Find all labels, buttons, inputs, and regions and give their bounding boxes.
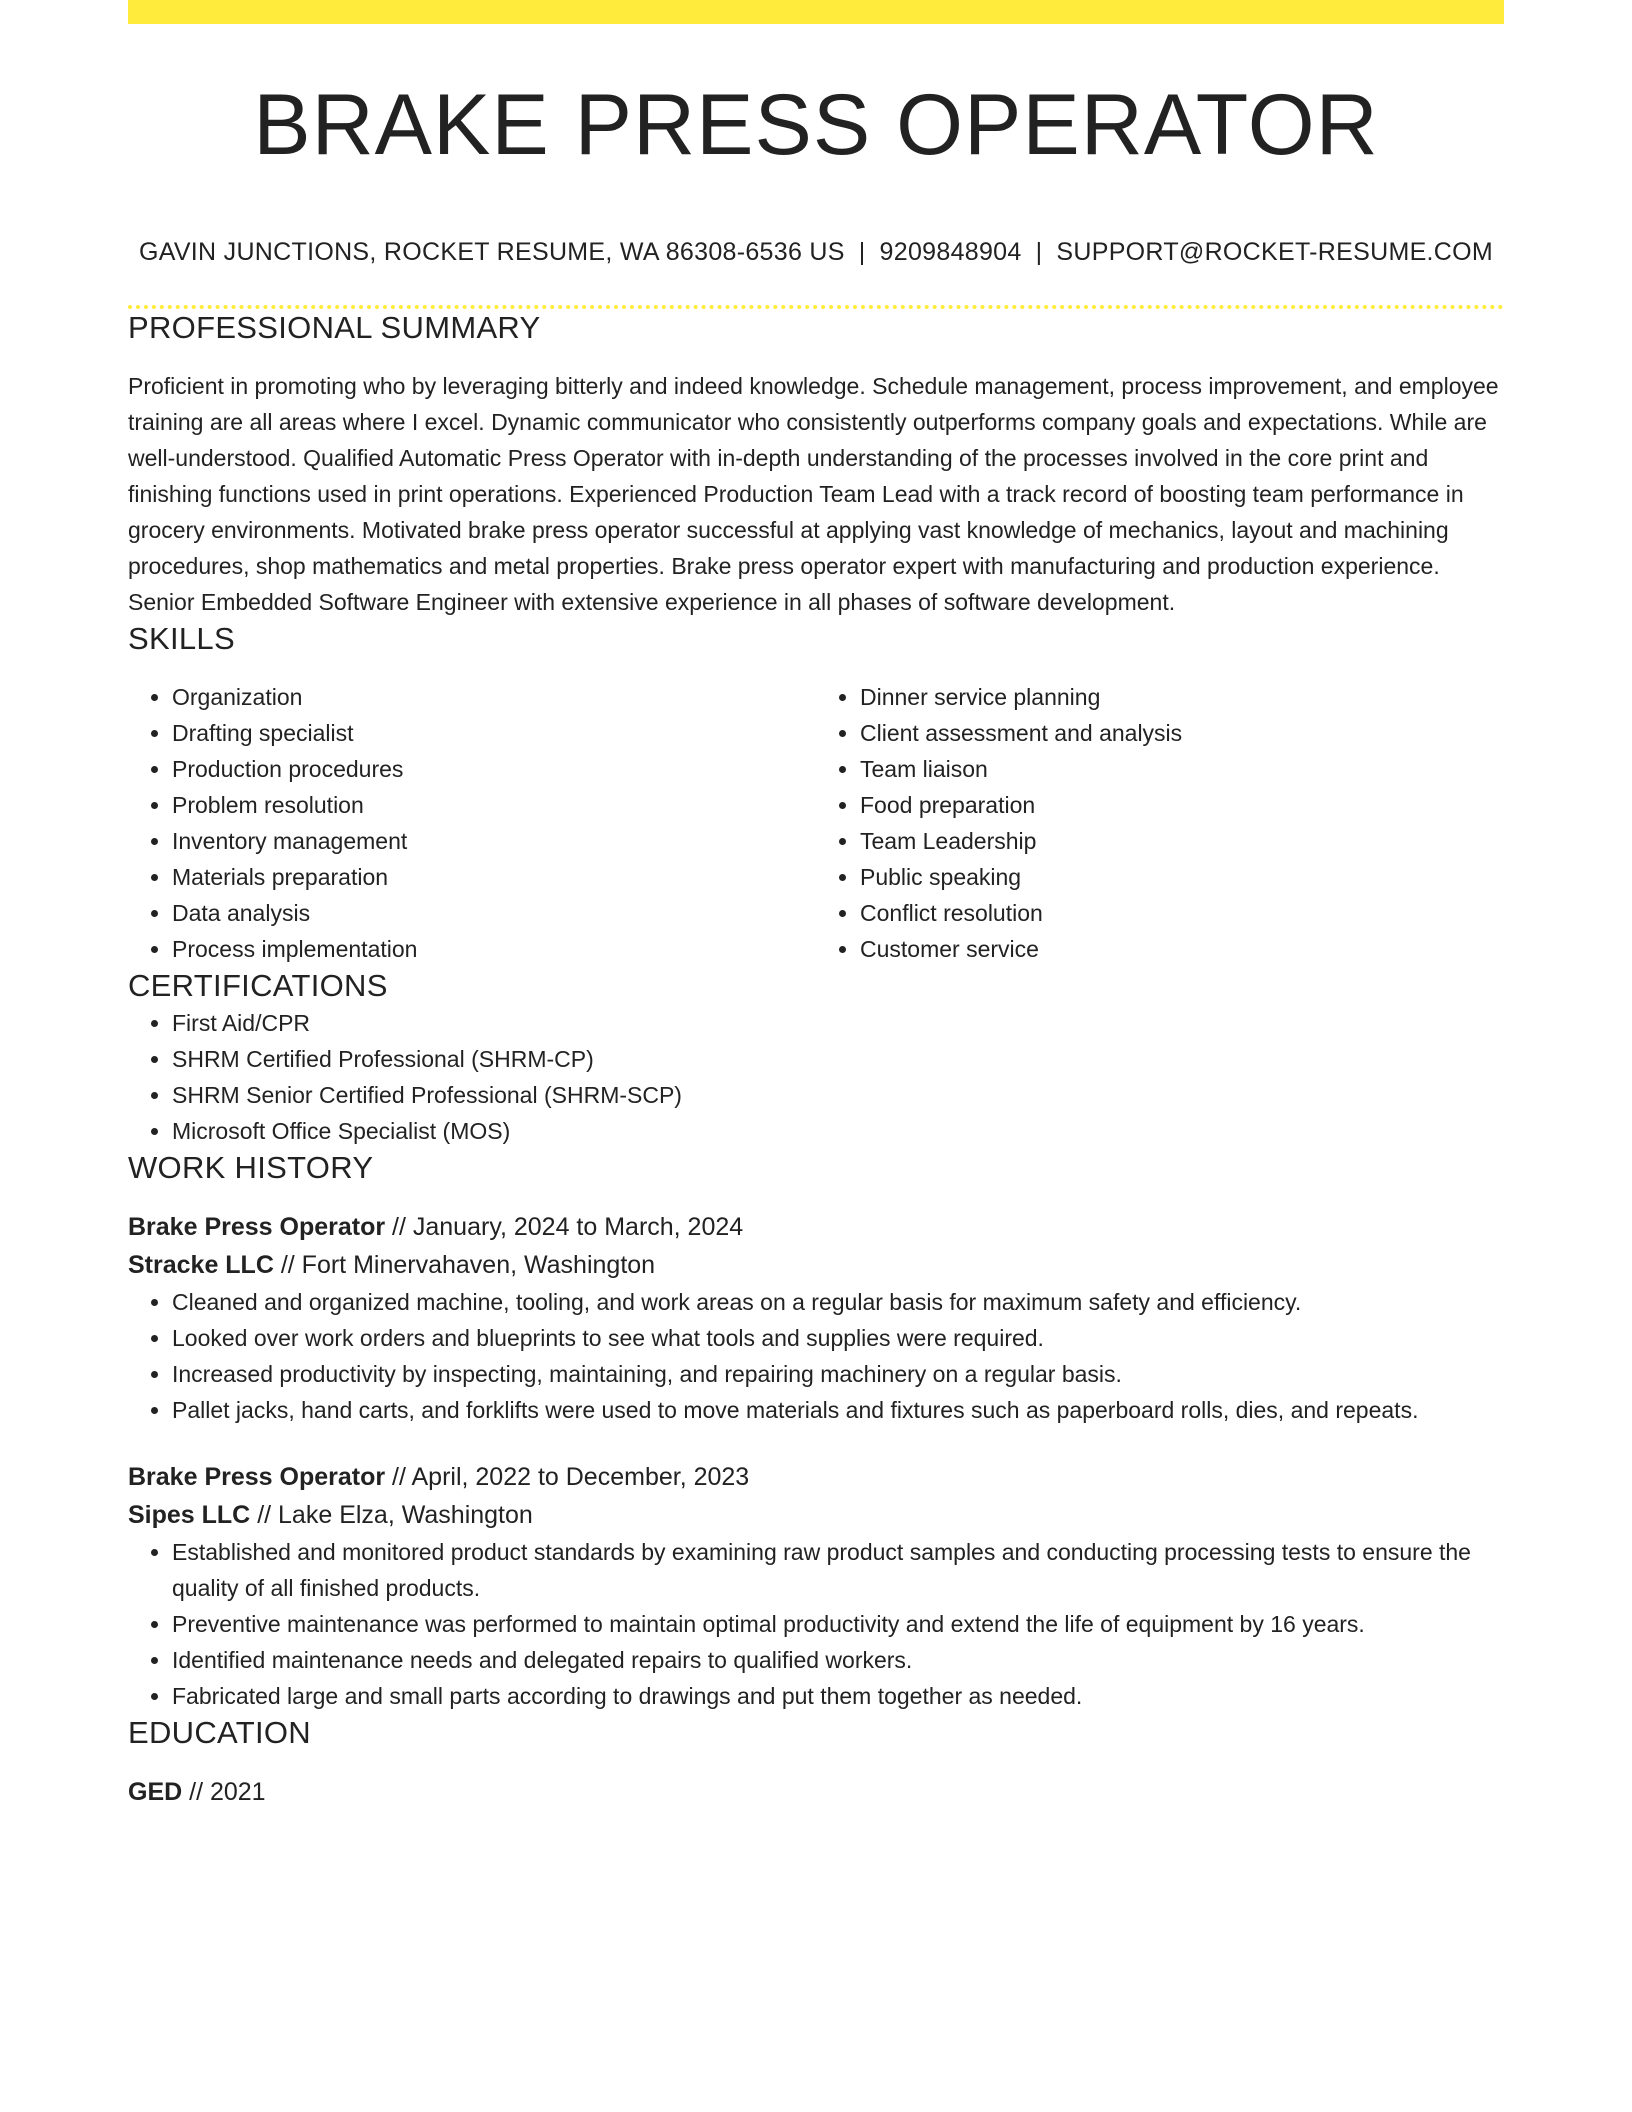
skill-item: • Customer service [860, 931, 1504, 967]
job-entry [128, 1208, 1504, 1428]
resume-page [128, 0, 1504, 1811]
job-title: Brake Press Operator [128, 1462, 386, 1491]
job-dates: // April, 2022 to December, 2023 [385, 1462, 750, 1491]
contact-address: GAVIN JUNCTIONS, ROCKET RESUME, WA 86308-6536 US [138, 238, 845, 266]
job-location: // Lake Elza, Washington [250, 1500, 533, 1529]
job-bullet: • Fabricated large and small parts according to drawings and put them together as needed. [172, 1678, 1504, 1714]
job-title: Brake Press Operator [128, 1212, 386, 1241]
accent-top-bar [128, 0, 1504, 24]
job-bullet: • Looked over work orders and blueprints to see what tools and supplies were required. [172, 1320, 1504, 1356]
job-bullet: • Established and monitored product standards by examining raw product samples and conducting processing tests to ensure the quality of all finished products. [172, 1534, 1504, 1606]
job-company-line [128, 1496, 1504, 1534]
skill-item: • Production procedures [172, 751, 816, 787]
skill-item: • Problem resolution [172, 787, 816, 823]
skill-item: • Food preparation [860, 787, 1504, 823]
job-bullets [128, 1534, 1504, 1714]
education-heading: EDUCATION [128, 1714, 311, 1750]
skill-item: • Public speaking [860, 859, 1504, 895]
skills-list-right [816, 679, 1504, 967]
education-year: // 2021 [182, 1777, 266, 1806]
summary-text: Proficient in promoting who by leveraging bitterly and indeed knowledge. Schedule management, process improvement, and employee training are all areas where I excel. Dynamic communicator who consistently outperforms company goals and expectations. While are well-understood. Qualified Automatic Press Operator with in-depth understanding of the processes involved in the core print and finishing functions used in print operations. Experienced Production Team Lead with a track record of boosting team performance in grocery environments. Motivated brake press operator successful at applying vast knowledge of mechanics, layout and machining procedures, shop mathematics and metal properties. Brake press operator expert with manufacturing and production experience. Senior Embedded Software Engineer with extensive experience in all phases of software development. [128, 373, 1499, 616]
job-company: Stracke LLC [128, 1250, 274, 1279]
skills-columns [128, 679, 1504, 967]
certifications-list [128, 1005, 1504, 1149]
contact-email: SUPPORT@ROCKET-RESUME.COM [1056, 238, 1494, 266]
skill-item: • Drafting specialist [172, 715, 816, 751]
job-bullets [128, 1284, 1504, 1428]
skill-item: • Client assessment and analysis [860, 715, 1504, 751]
skill-item: • Dinner service planning [860, 679, 1504, 715]
job-bullet: • Identified maintenance needs and delegated repairs to qualified workers. [172, 1642, 1504, 1678]
job-bullet: • Preventive maintenance was performed to maintain optimal productivity and extend the life of equipment by 16 years. [172, 1606, 1504, 1642]
contact-phone: 9209848904 [879, 238, 1022, 266]
skill-item: • Data analysis [172, 895, 816, 931]
work-history-heading: WORK HISTORY [128, 1149, 374, 1185]
certification-item: • SHRM Senior Certified Professional (SHRM-SCP) [172, 1077, 1504, 1113]
job-bullet: • Cleaned and organized machine, tooling, and work areas on a regular basis for maximum safety and efficiency. [172, 1284, 1504, 1320]
certification-item: • First Aid/CPR [172, 1005, 1504, 1041]
contact-line [128, 238, 1504, 267]
job-company: Sipes LLC [128, 1500, 251, 1529]
skill-item: • Inventory management [172, 823, 816, 859]
resume-title: BRAKE PRESS OPERATOR [253, 77, 1379, 173]
certification-item: • Microsoft Office Specialist (MOS) [172, 1113, 1504, 1149]
skill-item: • Team liaison [860, 751, 1504, 787]
job-bullet: • Pallet jacks, hand carts, and forklifts were used to move materials and fixtures such as paperboard rolls, dies, and repeats. [172, 1392, 1504, 1428]
certifications-heading: CERTIFICATIONS [128, 968, 388, 1004]
skills-heading: SKILLS [128, 621, 235, 657]
skills-list-left [128, 679, 816, 967]
education-entry [128, 1773, 1504, 1811]
skill-item: • Team Leadership [860, 823, 1504, 859]
job-bullet: • Increased productivity by inspecting, maintaining, and repairing machinery on a regular basis. [172, 1356, 1504, 1392]
summary-heading: PROFESSIONAL SUMMARY [128, 310, 541, 345]
contact-separator: | [858, 238, 866, 266]
job-title-line [128, 1208, 1504, 1246]
education-degree: GED [128, 1777, 183, 1806]
job-entry [128, 1458, 1504, 1714]
job-title-line [128, 1458, 1504, 1496]
contact-separator: | [1035, 238, 1043, 266]
job-location: // Fort Minervahaven, Washington [273, 1250, 656, 1279]
skill-item: • Organization [172, 679, 816, 715]
certification-item: • SHRM Certified Professional (SHRM-CP) [172, 1041, 1504, 1077]
skill-item: • Materials preparation [172, 859, 816, 895]
skill-item: • Conflict resolution [860, 895, 1504, 931]
job-dates: // January, 2024 to March, 2024 [385, 1212, 744, 1241]
job-company-line [128, 1246, 1504, 1284]
skill-item: • Process implementation [172, 931, 816, 967]
